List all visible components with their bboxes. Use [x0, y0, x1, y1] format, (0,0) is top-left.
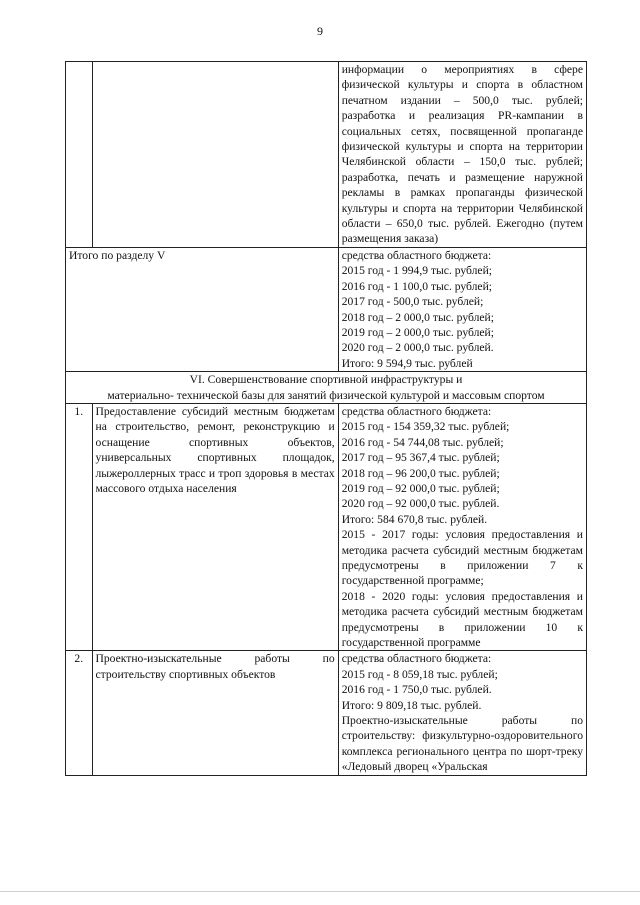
table-row-section-heading — [66, 372, 587, 404]
funding-note: 2015 - 2017 годы: условия предоставления и методика расчета субсидий местным бюджетам предусмотрены в приложении 7 к государственной программе; — [341, 528, 583, 588]
section-title-line: VI. Совершенствование спортивной инфраструктуры и — [189, 373, 463, 387]
row-funding — [338, 651, 586, 775]
funding-line: 2015 год - 8 059,18 тыс. рублей; — [341, 667, 498, 681]
program-table — [65, 61, 587, 776]
funding-line: 2018 год – 2 000,0 тыс. рублей; — [341, 310, 494, 324]
row-number: 2. — [66, 651, 93, 775]
funding-line: 2016 год - 1 100,0 тыс. рублей; — [341, 279, 492, 293]
funding-line: 2020 год – 92 000,0 тыс. рублей. — [341, 497, 500, 511]
page-bottom-edge — [0, 891, 640, 892]
row-description-cell: информации о мероприятиях в сфере физической культуры и спорта в областном печатном издании – 500,0 тыс. рублей; разработка и реализация PR-кампании в социальных сетях, посвященной пропаганде физической культуры и спорта на территории Челябинской области – 150,0 тыс. рублей; разработка, печать и размещение наружной рекламы в рамках пропаганды физической культуры и спорта на территории Челябинской области – 650,0 тыс. рублей. Ежегодно (путем размещения заказа) — [338, 62, 586, 248]
funding-line: средства областного бюджета: — [341, 248, 492, 262]
funding-line: Итого: 584 670,8 тыс. рублей. — [341, 512, 488, 526]
row-name: Предоставление субсидий местным бюджетам на строительство, ремонт, реконструкцию и оснащение спортивных объектов, универсальных спортивных площадок, лыжероллерных трасс и троп здоровья в местах массового отдыха населения — [92, 403, 338, 651]
funding-line: Итого: 9 809,18 тыс. рублей. — [341, 698, 482, 712]
table-row-section-total — [66, 247, 587, 371]
funding-line: 2016 год - 54 744,08 тыс. рублей; — [341, 435, 504, 449]
row-name-cell — [92, 62, 338, 248]
section-total-funding — [338, 247, 586, 371]
section-heading — [66, 372, 587, 404]
funding-line: 2016 год - 1 750,0 тыс. рублей. — [341, 683, 492, 697]
table-row — [66, 651, 587, 775]
row-name: Проектно-изыскательные работы по строительству спортивных объектов — [92, 651, 338, 775]
row-number-cell — [66, 62, 93, 248]
row-funding — [338, 403, 586, 651]
funding-note: Проектно-изыскательные работы по строительству: физкультурно-оздоровительного комплекса регионального центра по шорт-треку «Ледовый дворец «Уральская — [341, 714, 583, 774]
row-number: 1. — [66, 403, 93, 651]
funding-line: 2019 год – 92 000,0 тыс. рублей; — [341, 481, 500, 495]
funding-line: 2018 год – 96 200,0 тыс. рублей; — [341, 466, 500, 480]
funding-note: 2018 - 2020 годы: условия предоставления и методика расчета субсидий местным бюджетам предусмотрены в приложении 10 к государственной программе — [341, 589, 583, 650]
funding-line: средства областного бюджета: — [341, 404, 492, 418]
funding-line: 2015 год - 154 359,32 тыс. рублей; — [341, 420, 510, 434]
section-total-label: Итого по разделу V — [66, 247, 339, 371]
section-title-line: материально- технической базы для занятий физической культурой и массовым спортом — [107, 388, 545, 402]
funding-line: 2015 год - 1 994,9 тыс. рублей; — [341, 264, 492, 278]
funding-line: 2017 год – 95 367,4 тыс. рублей; — [341, 451, 500, 465]
table-row — [66, 403, 587, 651]
funding-line: 2017 год - 500,0 тыс. рублей; — [341, 295, 484, 309]
funding-line: 2020 год – 2 000,0 тыс. рублей. — [341, 341, 494, 355]
funding-line: средства областного бюджета: — [341, 652, 492, 666]
table-row-continuation — [66, 62, 587, 248]
funding-line: Итого: 9 594,9 тыс. рублей — [341, 356, 473, 370]
funding-line: 2019 год – 2 000,0 тыс. рублей; — [341, 325, 494, 339]
page-number: 9 — [317, 24, 323, 38]
